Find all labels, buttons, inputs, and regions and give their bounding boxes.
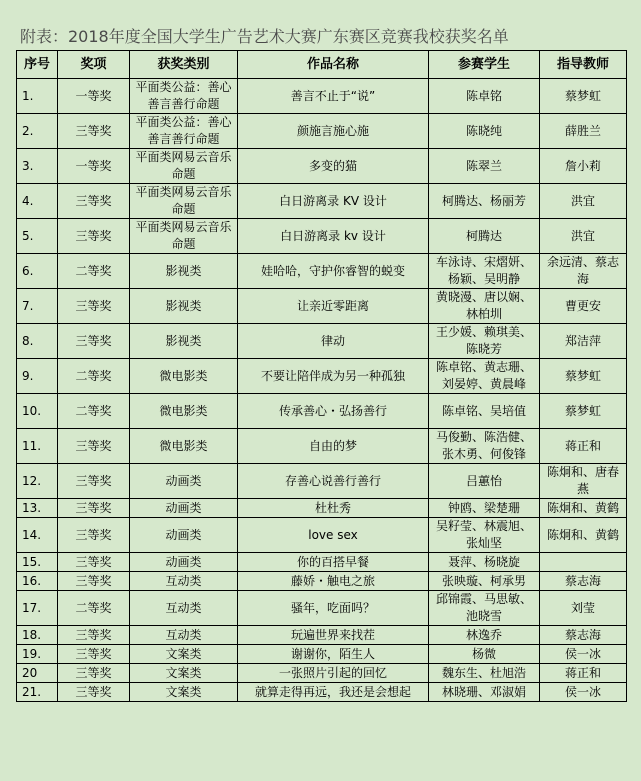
table-row (17, 254, 627, 289)
table-row (17, 324, 627, 359)
cell-teacher: 蔡梦虹 (540, 79, 627, 114)
cell-work: 就算走得再远，我还是会想起 (238, 683, 429, 702)
cell-teacher: 洪宜 (540, 219, 627, 254)
cell-category: 平面类公益：善心善言善行命题 (130, 114, 238, 149)
cell-index: 3. (17, 149, 58, 184)
table-row (17, 626, 627, 645)
cell-award: 二等奖 (58, 254, 130, 289)
table-row (17, 359, 627, 394)
cell-work: 存善心说善行善行 (238, 464, 429, 499)
header-work: 作品名称 (238, 51, 429, 79)
cell-index: 16. (17, 572, 58, 591)
cell-students: 马俊勤、陈浩健、张木勇、何俊锋 (429, 429, 540, 464)
cell-category: 动画类 (130, 553, 238, 572)
cell-work: 杜杜秀 (238, 499, 429, 518)
cell-work: 律动 (238, 324, 429, 359)
table-row (17, 219, 627, 254)
cell-students: 陈晓纯 (429, 114, 540, 149)
cell-index: 9. (17, 359, 58, 394)
cell-category: 文案类 (130, 664, 238, 683)
cell-award: 三等奖 (58, 683, 130, 702)
cell-index: 21. (17, 683, 58, 702)
table-row (17, 79, 627, 114)
cell-index: 4. (17, 184, 58, 219)
cell-teacher: 薛胜兰 (540, 114, 627, 149)
cell-index: 15. (17, 553, 58, 572)
cell-award: 三等奖 (58, 219, 130, 254)
cell-index: 20 (17, 664, 58, 683)
cell-award: 三等奖 (58, 289, 130, 324)
cell-students: 张映璇、柯承男 (429, 572, 540, 591)
cell-award: 三等奖 (58, 572, 130, 591)
cell-students: 钟鸥、梁楚珊 (429, 499, 540, 518)
cell-work (238, 219, 429, 254)
cell-category: 影视类 (130, 289, 238, 324)
cell-teacher: 陈炯和、黄鹤 (540, 518, 627, 553)
cell-category: 动画类 (130, 518, 238, 553)
cell-category: 平面类网易云音乐命题 (130, 219, 238, 254)
cell-students: 邱锦霞、马思敏、池晓雪 (429, 591, 540, 626)
cell-teacher: 陈炯和、唐春燕 (540, 464, 627, 499)
cell-students: 吕蕙怡 (429, 464, 540, 499)
cell-category: 文案类 (130, 645, 238, 664)
cell-award: 一等奖 (58, 79, 130, 114)
cell-index: 19. (17, 645, 58, 664)
cell-category: 影视类 (130, 254, 238, 289)
cell-index: 13. (17, 499, 58, 518)
cell-work: 善言不止于“说” (238, 79, 429, 114)
header-award: 奖项 (58, 51, 130, 79)
cell-work: 多变的猫 (238, 149, 429, 184)
cell-teacher: 洪宜 (540, 184, 627, 219)
cell-teacher: 蒋正和 (540, 664, 627, 683)
cell-students: 柯腾达 (429, 219, 540, 254)
cell-students: 陈卓铭、吴培值 (429, 394, 540, 429)
cell-index: 10. (17, 394, 58, 429)
cell-category: 互动类 (130, 626, 238, 645)
cell-teacher: 詹小莉 (540, 149, 627, 184)
cell-award: 一等奖 (58, 149, 130, 184)
cell-teacher: 侯一冰 (540, 645, 627, 664)
cell-award: 二等奖 (58, 359, 130, 394)
cell-index: 7. (17, 289, 58, 324)
table-row (17, 518, 627, 553)
cell-work: 让亲近零距离 (238, 289, 429, 324)
cell-work: 你的百搭早餐 (238, 553, 429, 572)
cell-award: 三等奖 (58, 114, 130, 149)
cell-index: 8. (17, 324, 58, 359)
document-title: 附表：2018年度全国大学生广告艺术大赛广东赛区竞赛我校获奖名单 (20, 27, 509, 46)
cell-index: 17. (17, 591, 58, 626)
cell-category: 平面类网易云音乐命题 (130, 184, 238, 219)
cell-award: 三等奖 (58, 626, 130, 645)
cell-index: 11. (17, 429, 58, 464)
cell-teacher: 蔡志海 (540, 626, 627, 645)
cell-award: 三等奖 (58, 464, 130, 499)
cell-work: 藤娇・触电之旅 (238, 572, 429, 591)
cell-category: 互动类 (130, 591, 238, 626)
cell-award: 三等奖 (58, 184, 130, 219)
cell-index: 2. (17, 114, 58, 149)
cell-work: 自由的梦 (238, 429, 429, 464)
table-row (17, 429, 627, 464)
work-title-text: 白日游离录 kv 设计 (280, 228, 386, 243)
table-row (17, 289, 627, 324)
cell-work: 玩遍世界来找茬 (238, 626, 429, 645)
cell-award: 三等奖 (58, 645, 130, 664)
cell-category: 微电影类 (130, 359, 238, 394)
cell-work: 不要让陪伴成为另一种孤独 (238, 359, 429, 394)
cell-students: 陈卓铭、黄志珊、刘晏婷、黄晨峰 (429, 359, 540, 394)
cell-work: 骚年，吃面吗？ (238, 591, 429, 626)
table-row (17, 553, 627, 572)
table-row (17, 184, 627, 219)
table-row (17, 645, 627, 664)
cell-students: 魏东生、杜旭浩 (429, 664, 540, 683)
table-row (17, 394, 627, 429)
cell-teacher (540, 553, 627, 572)
table-row (17, 683, 627, 702)
cell-teacher: 曹更安 (540, 289, 627, 324)
header-index: 序号 (17, 51, 58, 79)
cell-category: 微电影类 (130, 429, 238, 464)
cell-students: 陈翠兰 (429, 149, 540, 184)
cell-index: 5. (17, 219, 58, 254)
cell-students: 吴籽莹、林震旭、张灿坚 (429, 518, 540, 553)
cell-students: 陈卓铭 (429, 79, 540, 114)
table-row (17, 114, 627, 149)
header-category: 获奖类别 (130, 51, 238, 79)
header-students: 参赛学生 (429, 51, 540, 79)
cell-work: 一张照片引起的回忆 (238, 664, 429, 683)
cell-award: 三等奖 (58, 664, 130, 683)
cell-work: 颜施言施心施 (238, 114, 429, 149)
table-row (17, 499, 627, 518)
cell-award: 二等奖 (58, 591, 130, 626)
cell-award: 三等奖 (58, 499, 130, 518)
cell-teacher: 侯一冰 (540, 683, 627, 702)
cell-students: 车泳诗、宋熠妍、杨颖、吴明静 (429, 254, 540, 289)
cell-work: 白日游离录 KV 设计 (238, 184, 429, 219)
cell-students: 林逸乔 (429, 626, 540, 645)
cell-students: 柯腾达、杨丽芳 (429, 184, 540, 219)
cell-award: 三等奖 (58, 429, 130, 464)
cell-work: 传承善心・弘扬善行 (238, 394, 429, 429)
cell-students: 杨微 (429, 645, 540, 664)
awards-table (16, 50, 627, 702)
cell-category: 动画类 (130, 464, 238, 499)
cell-index: 12. (17, 464, 58, 499)
cell-category: 文案类 (130, 683, 238, 702)
cell-teacher: 郑洁萍 (540, 324, 627, 359)
cell-award: 三等奖 (58, 518, 130, 553)
cell-teacher: 蔡志海 (540, 572, 627, 591)
cell-teacher: 蔡梦虹 (540, 359, 627, 394)
cell-teacher: 余远清、蔡志海 (540, 254, 627, 289)
cell-students: 聂萍、杨晓旋 (429, 553, 540, 572)
table-header-row (17, 51, 627, 79)
cell-index: 1. (17, 79, 58, 114)
cell-teacher: 蔡梦虹 (540, 394, 627, 429)
cell-teacher: 蒋正和 (540, 429, 627, 464)
cell-category: 平面类网易云音乐命题 (130, 149, 238, 184)
cell-category: 微电影类 (130, 394, 238, 429)
table-row (17, 591, 627, 626)
cell-award: 三等奖 (58, 553, 130, 572)
cell-students: 林晓珊、邓淑娟 (429, 683, 540, 702)
cell-students: 王少媛、赖琪美、陈晓芳 (429, 324, 540, 359)
table-row (17, 464, 627, 499)
table-row (17, 149, 627, 184)
cell-award: 二等奖 (58, 394, 130, 429)
cell-teacher: 刘莹 (540, 591, 627, 626)
cell-work: 娃哈哈，守护你睿智的蜕变 (238, 254, 429, 289)
cell-category: 互动类 (130, 572, 238, 591)
cell-work: love sex (238, 518, 429, 553)
cell-index: 6. (17, 254, 58, 289)
cell-index: 14. (17, 518, 58, 553)
cell-category: 平面类公益：善心善言善行命题 (130, 79, 238, 114)
cell-category: 影视类 (130, 324, 238, 359)
header-teacher: 指导教师 (540, 51, 627, 79)
cell-index: 18. (17, 626, 58, 645)
cell-teacher: 陈炯和、黄鹤 (540, 499, 627, 518)
cell-work: 谢谢你，陌生人 (238, 645, 429, 664)
table-row (17, 572, 627, 591)
cell-award: 三等奖 (58, 324, 130, 359)
cell-students: 黄晓漫、唐以娴、林柏圳 (429, 289, 540, 324)
cell-category: 动画类 (130, 499, 238, 518)
table-row (17, 664, 627, 683)
